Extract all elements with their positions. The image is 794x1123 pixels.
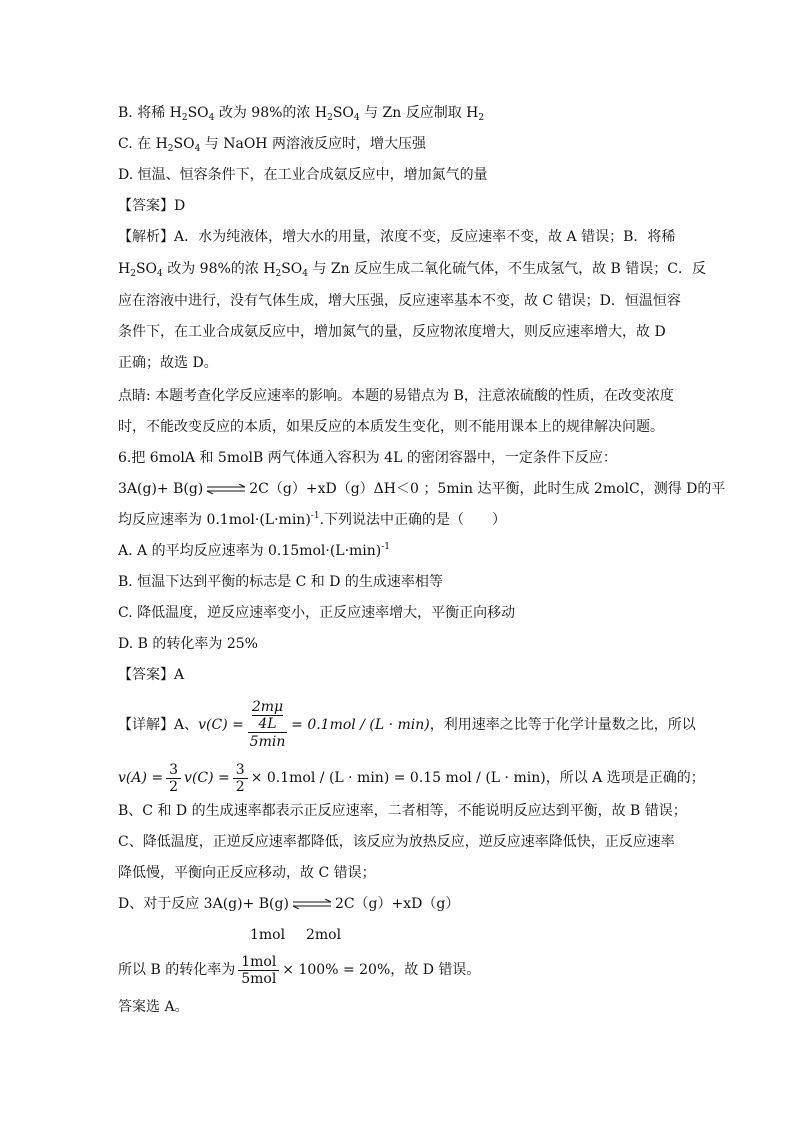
answer-q5: 【答案】D [118, 198, 186, 214]
analysis-q5-line1: 【解析】A．水为纯液体，增大水的用量，浓度不变，反应速率不变，故 A 错误；B．将稀 [118, 229, 676, 245]
detail-q6-c-line1: C、降低温度，正逆反应速率都降低，该反应为放热反应，逆反应速率降低快，正反应速率 [118, 834, 675, 850]
option-d-q5: D. 恒温、恒容条件下，在工业合成氨反应中，增加氮气的量 [118, 167, 488, 183]
text: SO [187, 105, 209, 121]
text: A. A 的平均反应速率为 0.15mol·(L·min) [118, 543, 382, 559]
answer-q6: 【答案】A [118, 667, 185, 683]
subscript: 2 [130, 269, 136, 279]
math-text: × 0.1mol / (L · min) = 0.15 mol / (L · min) [250, 770, 546, 786]
text: ，所以 A 选项是正确的； [545, 770, 705, 786]
comment-q5-line2: 时，不能改变反应的本质，如果反应的本质发生变化，则不能用课本上的规律解决问题。 [118, 419, 664, 435]
fraction-denominator: 2 [169, 778, 179, 795]
detail-q6-c-line2: 降低慢，平衡向正反应移动，故 C 错误； [118, 865, 376, 881]
detail-q6-line1 [118, 690, 696, 760]
math-text: v(C) = [184, 770, 230, 786]
superscript: -1 [310, 511, 320, 521]
text: 改为 98%的浓 H [162, 261, 276, 277]
text: D、对于反应 3A(g)+ B(g) [118, 896, 289, 912]
subscript: 2 [181, 113, 188, 123]
subscript: 4 [157, 269, 163, 279]
text: ，利用速率之比等于化学计量数之比，所以 [429, 717, 696, 733]
comment-q5-line1: 点睛: 本题考查化学反应速率的影响。本题的易错点为 B，注意浓硫酸的性质，在改变浓度 [118, 388, 674, 404]
text: 改为 98%的浓 H [214, 105, 328, 121]
detail-q6-line2 [118, 758, 705, 798]
final-answer: 答案选 A。 [118, 999, 189, 1015]
amount-c: 2mol [306, 927, 342, 943]
fraction-numerator: 3 [233, 762, 248, 779]
option-b-q5 [118, 104, 484, 122]
math-text: × 100% = 20% [282, 962, 391, 978]
text: ，故 D 错误。 [390, 962, 481, 978]
subscript: 4 [353, 113, 360, 123]
text: 与 Zn 反应制取 H [359, 105, 479, 121]
fraction-bottom: 5min [249, 734, 286, 750]
fraction-denominator: 4L [258, 716, 277, 732]
text: .下列说法中正确的是（ ） [319, 512, 507, 528]
math-text: = 0.1mol / (L · min) [291, 717, 430, 733]
text: 2C（g）+xD（g） [334, 896, 460, 912]
subscript: 4 [302, 269, 308, 279]
text: 所以 B 的转化率为 [118, 962, 236, 978]
text: SO [281, 261, 303, 277]
option-a-q6 [118, 542, 390, 560]
subscript: 2 [275, 269, 282, 279]
math-text: v(C) = [198, 717, 244, 733]
subscript: 2 [478, 113, 485, 123]
option-d-q6: D. B 的转化率为 25% [118, 636, 258, 652]
math-text: v(A) = [118, 770, 164, 786]
detail-q6-conversion [118, 950, 480, 990]
text: 均反应速率为 0.1mol·(L·min) [118, 512, 311, 528]
question-q6-line2 [118, 480, 725, 498]
text: SO [332, 105, 354, 121]
text: SO [135, 261, 158, 277]
fraction [233, 762, 248, 795]
text: 与 Zn 反应生成二氧化硫气体，不生成氢气，故 B 错误；C．反 [308, 261, 706, 277]
text: C. 在 H [118, 136, 168, 152]
rate-fraction [248, 699, 287, 751]
text: SO [173, 136, 195, 152]
text: B. 将稀 H [118, 105, 182, 121]
text: 与 NaOH 两溶液反应时，增大压强 [200, 136, 426, 152]
option-c-q5 [118, 135, 426, 153]
subscript: 2 [167, 144, 174, 154]
superscript: -1 [381, 542, 391, 552]
option-b-q6: B. 恒温下达到平衡的标志是 C 和 D 的生成速率相等 [118, 574, 443, 590]
subscript: 2 [327, 113, 333, 123]
analysis-q5-line3: 应在溶液中进行，没有气体生成，增大压强，反应速率基本不变，故 C 错误；D．恒温恒容 [118, 293, 681, 309]
text: 【详解】A、 [118, 717, 199, 733]
text: 2C（g）+xD（g）ΔH＜0 ；5min 达平衡，此时生成 2molC，测得 D的平 [249, 481, 726, 497]
fraction-numerator: 1mol [238, 954, 279, 971]
subscript: 4 [208, 113, 215, 123]
analysis-q5-line5: 正确；故选 D。 [118, 355, 218, 371]
subscript: 4 [194, 144, 201, 154]
fraction-numerator: 3 [166, 762, 181, 779]
fraction-numerator: 2mμ [251, 699, 284, 715]
amount-b: 1mol [250, 927, 286, 943]
text: H [118, 261, 131, 277]
analysis-q5-line4: 条件下，在工业合成氨反应中，增加氮气的量，反应物浓度增大，则反应速率增大，故 D [118, 324, 666, 340]
detail-q6-d [118, 895, 459, 913]
analysis-q5-line2 [118, 260, 706, 278]
detail-q6-b: B、C 和 D 的生成速率都表示正反应速率，二者相等，不能说明反应达到平衡，故 B 错误； [118, 803, 687, 819]
equilibrium-arrow-icon [205, 484, 247, 494]
question-q6-line3 [118, 511, 506, 529]
fraction-denominator: 2 [235, 778, 245, 795]
fraction-denominator: 5mol [241, 970, 277, 987]
text: 3A(g)+ B(g) [118, 481, 204, 497]
fraction [238, 954, 279, 987]
option-c-q6: C. 降低温度，逆反应速率变小，正反应速率增大，平衡正向移动 [118, 605, 516, 621]
fraction [166, 762, 181, 795]
equilibrium-arrow-icon [291, 899, 333, 909]
question-q6-line1: 6.把 6molA 和 5molB 两气体通入容积为 4L 的密闭容器中，一定条件下反应： [118, 450, 617, 466]
